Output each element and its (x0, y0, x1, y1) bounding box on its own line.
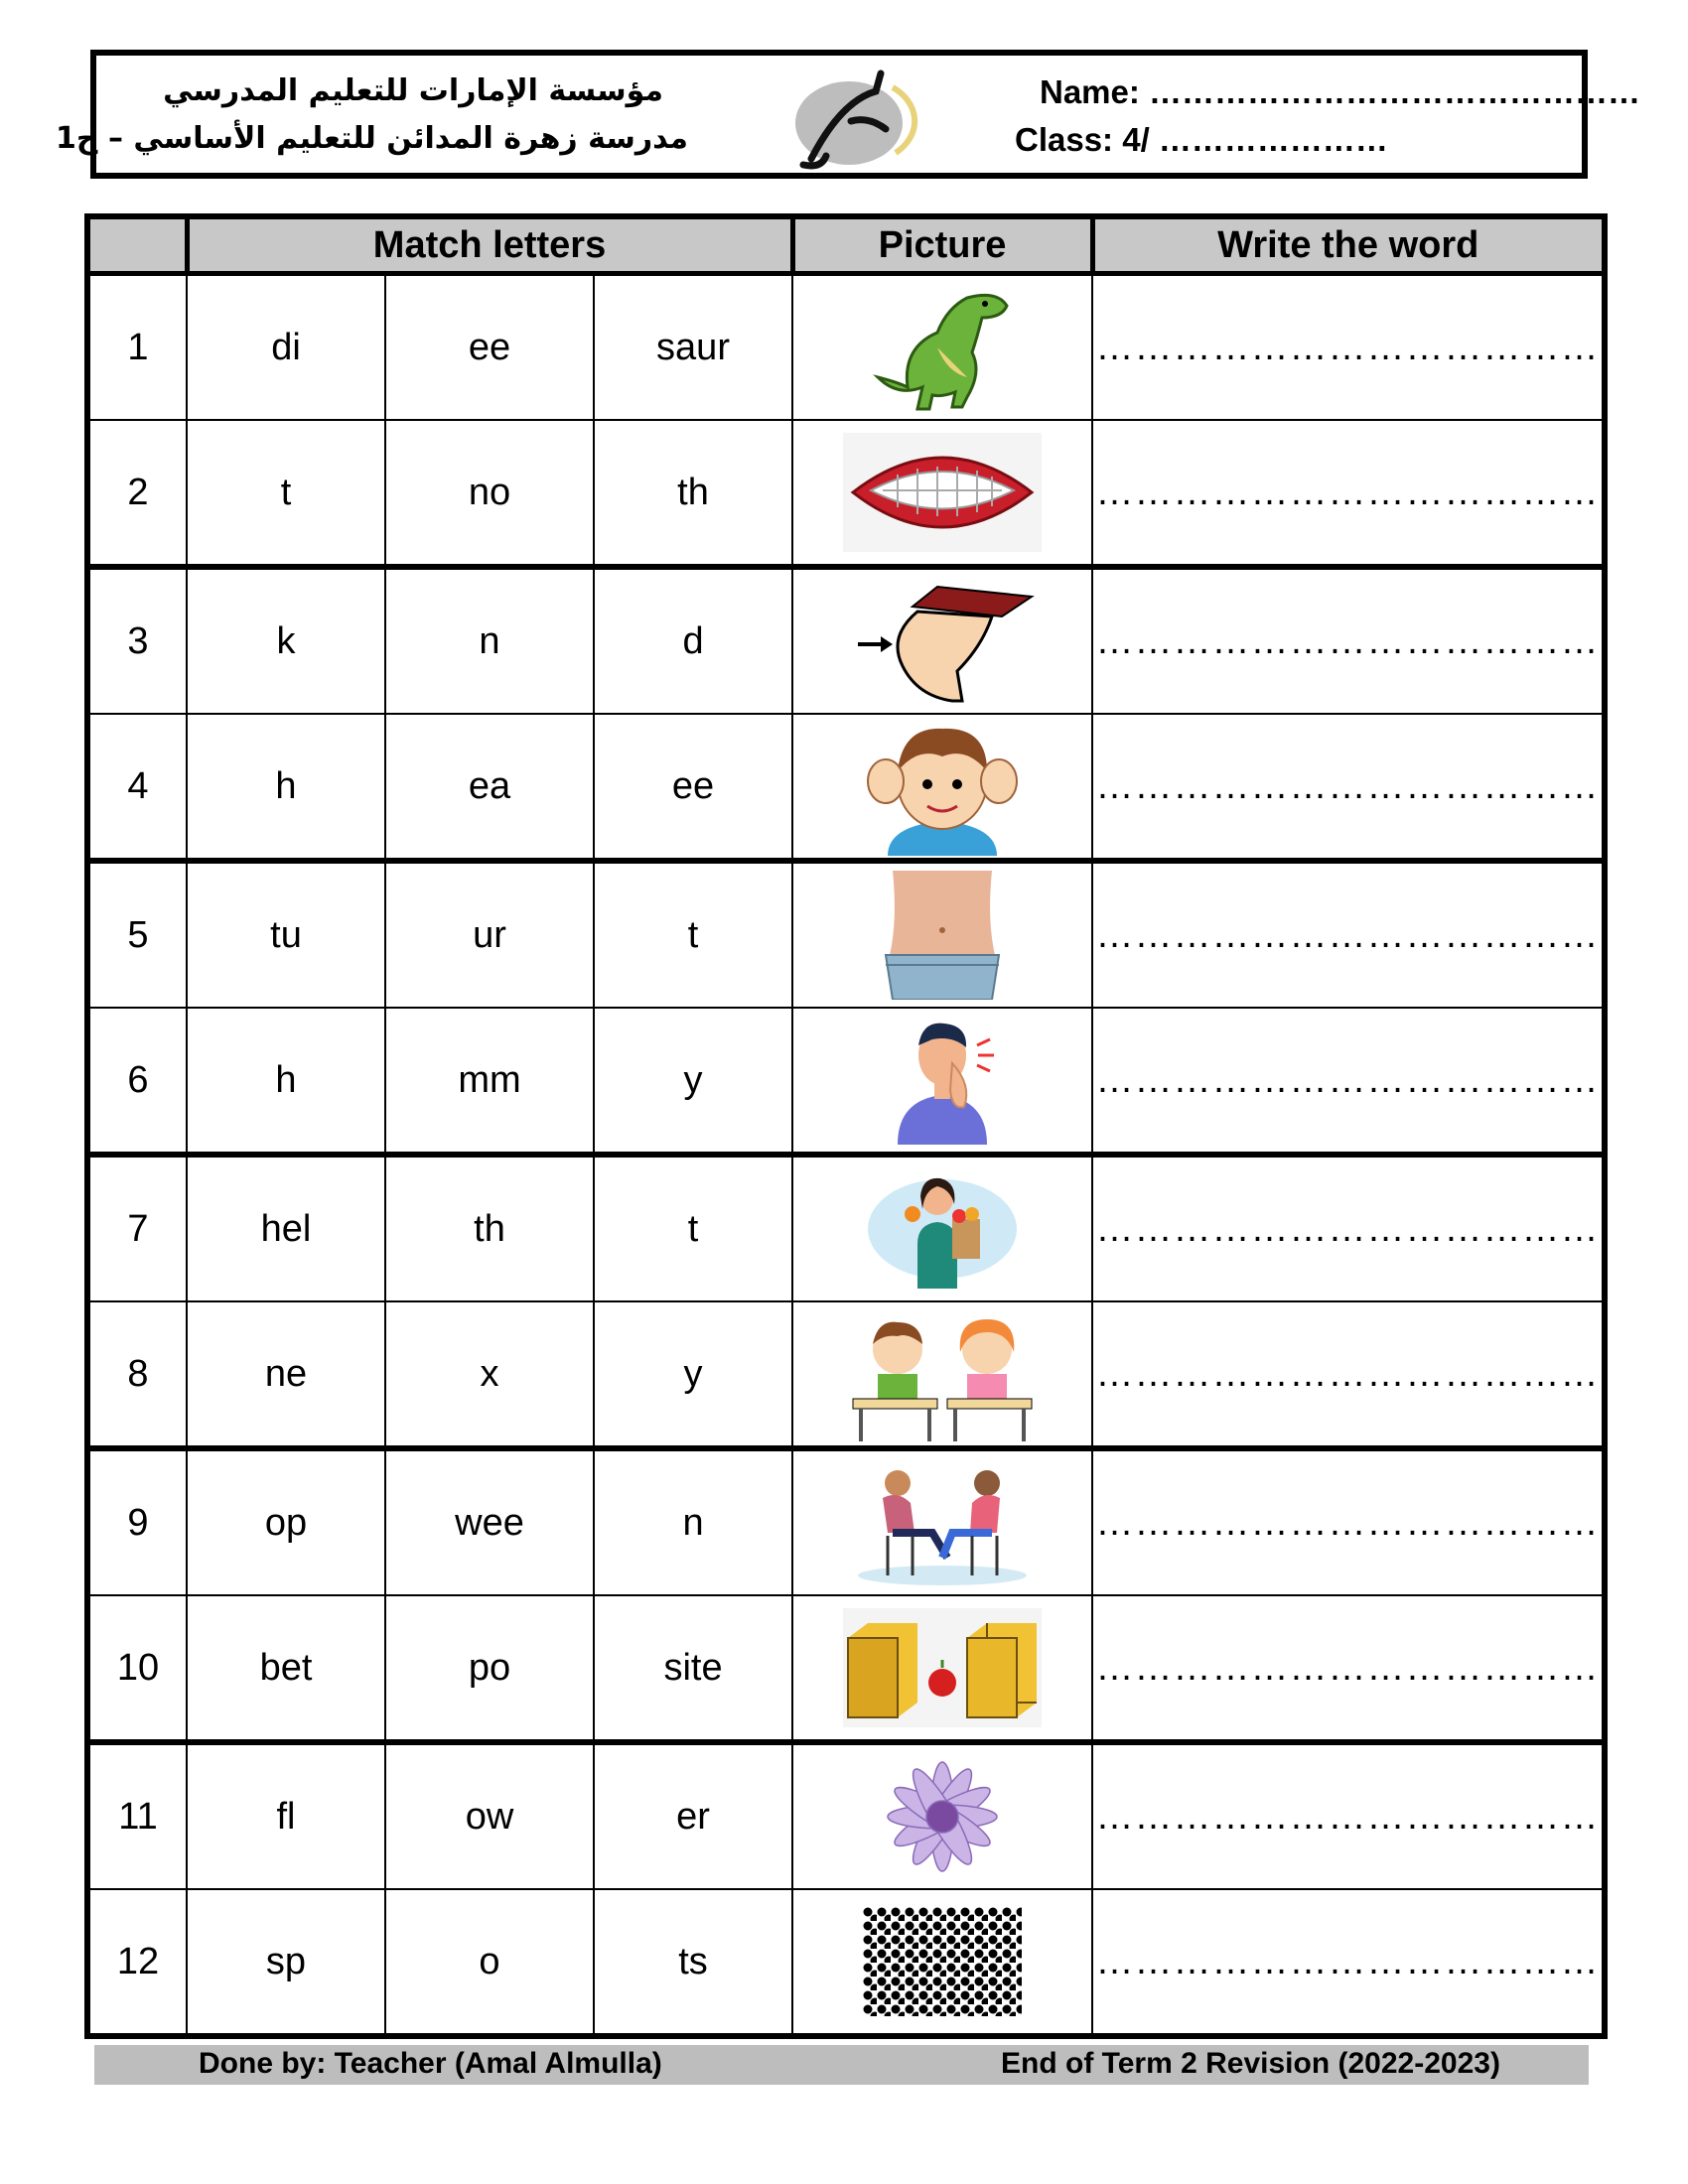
row-number: 6 (87, 1008, 187, 1155)
table-row (87, 1595, 1605, 1742)
picture-header: Picture (792, 216, 1092, 274)
answer-line[interactable]: ………………………………… (1092, 1301, 1605, 1448)
picture-cell (792, 274, 1092, 421)
answer-line[interactable]: ………………………………… (1092, 567, 1605, 714)
term-label: End of Term 2 Revision (2022-2023) (1001, 2047, 1500, 2080)
letter-chunk[interactable]: t (594, 861, 792, 1008)
answer-line[interactable]: ………………………………… (1092, 1889, 1605, 2036)
table-row (87, 1155, 1605, 1301)
letter-chunk[interactable]: t (187, 420, 385, 567)
letter-chunk[interactable]: fl (187, 1742, 385, 1889)
picture-cell (792, 714, 1092, 861)
letter-chunk[interactable]: n (594, 1448, 792, 1595)
healthy-icon (793, 1164, 1091, 1294)
dinosaur-icon (793, 278, 1091, 417)
answer-line[interactable]: ………………………………… (1092, 1008, 1605, 1155)
letter-chunk[interactable]: po (385, 1595, 594, 1742)
tummy-icon (793, 871, 1091, 1000)
answer-line[interactable]: ………………………………… (1092, 420, 1605, 567)
table-row (87, 274, 1605, 421)
picture-cell (792, 861, 1092, 1008)
institution-name: مؤسسة الإمارات للتعليم المدرسي (163, 73, 663, 108)
name-field[interactable]: Name: ……………………………………… (1040, 73, 1641, 110)
letter-chunk[interactable]: h (187, 1008, 385, 1155)
letter-chunk[interactable]: ee (385, 274, 594, 421)
letter-chunk[interactable]: h (187, 714, 385, 861)
letter-chunk[interactable]: hel (187, 1155, 385, 1301)
head-icon (793, 717, 1091, 856)
picture-cell (792, 567, 1092, 714)
letter-chunk[interactable]: t (594, 1155, 792, 1301)
letter-chunk[interactable]: o (385, 1889, 594, 2036)
letter-chunk[interactable]: ts (594, 1889, 792, 2036)
letter-chunk[interactable]: ur (385, 861, 594, 1008)
table-row (87, 861, 1605, 1008)
answer-line[interactable]: ………………………………… (1092, 1742, 1605, 1889)
next-to-icon (793, 1304, 1091, 1443)
table-row (87, 1889, 1605, 2036)
letter-chunk[interactable]: no (385, 420, 594, 567)
letter-chunk[interactable]: tu (187, 861, 385, 1008)
school-name: مدرسة زهرة المدائن للتعليم الأساسي – ح1 (56, 121, 688, 156)
answer-line[interactable]: ………………………………… (1092, 714, 1605, 861)
picture-cell (792, 1301, 1092, 1448)
flower-icon (793, 1747, 1091, 1886)
letter-chunk[interactable]: x (385, 1301, 594, 1448)
letter-chunk[interactable]: er (594, 1742, 792, 1889)
answer-line[interactable]: ………………………………… (1092, 1448, 1605, 1595)
picture-cell (792, 1155, 1092, 1301)
table-row (87, 1008, 1605, 1155)
hurt-icon (793, 1016, 1091, 1145)
row-number: 7 (87, 1155, 187, 1301)
picture-cell (792, 1742, 1092, 1889)
picture-cell (792, 1889, 1092, 2036)
letter-chunk[interactable]: op (187, 1448, 385, 1595)
table-row (87, 714, 1605, 861)
table-row (87, 1301, 1605, 1448)
letter-chunk[interactable]: ee (594, 714, 792, 861)
row-number: 2 (87, 420, 187, 567)
teeth-icon (793, 433, 1091, 552)
picture-cell (792, 1008, 1092, 1155)
letter-chunk[interactable]: wee (385, 1448, 594, 1595)
author-credit: Done by: Teacher (Amal Almulla) (199, 2047, 662, 2080)
match-letters-table (84, 213, 1608, 2039)
letter-chunk[interactable]: th (594, 420, 792, 567)
letter-chunk[interactable]: sp (187, 1889, 385, 2036)
letter-chunk[interactable]: y (594, 1008, 792, 1155)
row-number: 9 (87, 1448, 187, 1595)
letter-chunk[interactable]: mm (385, 1008, 594, 1155)
worksheet-header (56, 50, 1641, 179)
picture-cell (792, 1595, 1092, 1742)
letter-chunk[interactable]: th (385, 1155, 594, 1301)
class-field[interactable]: Class: 4/ ………………… (1015, 121, 1388, 158)
letter-chunk[interactable]: y (594, 1301, 792, 1448)
letter-chunk[interactable]: site (594, 1595, 792, 1742)
footer-bar (94, 2045, 1589, 2085)
row-number: 10 (87, 1595, 187, 1742)
match-letters-header: Match letters (187, 216, 792, 274)
row-number: 11 (87, 1742, 187, 1889)
row-number: 1 (87, 274, 187, 421)
letter-chunk[interactable]: bet (187, 1595, 385, 1742)
letter-chunk[interactable]: ea (385, 714, 594, 861)
row-number: 3 (87, 567, 187, 714)
table-header-row (87, 216, 1605, 274)
letter-chunk[interactable]: di (187, 274, 385, 421)
row-number: 4 (87, 714, 187, 861)
between-icon (793, 1608, 1091, 1727)
table-row (87, 420, 1605, 567)
row-number: 12 (87, 1889, 187, 2036)
spots-icon (793, 1907, 1091, 2016)
table-row (87, 567, 1605, 714)
letter-chunk[interactable]: ow (385, 1742, 594, 1889)
table-row (87, 1448, 1605, 1595)
knee-icon (793, 577, 1091, 706)
picture-cell (792, 1448, 1092, 1595)
row-number: 8 (87, 1301, 187, 1448)
write-word-header: Write the word (1092, 216, 1605, 274)
picture-cell (792, 420, 1092, 567)
letter-chunk[interactable]: n (385, 567, 594, 714)
number-column-header (87, 216, 187, 274)
answer-line[interactable]: ………………………………… (1092, 861, 1605, 1008)
row-number: 5 (87, 861, 187, 1008)
letter-chunk[interactable]: d (594, 567, 792, 714)
table-row (87, 1742, 1605, 1889)
letter-chunk[interactable]: k (187, 567, 385, 714)
letter-chunk[interactable]: saur (594, 274, 792, 421)
answer-line[interactable]: ………………………………… (1092, 1155, 1605, 1301)
opposite-icon (793, 1458, 1091, 1587)
letter-chunk[interactable]: ne (187, 1301, 385, 1448)
answer-line[interactable]: ………………………………… (1092, 274, 1605, 421)
answer-line[interactable]: ………………………………… (1092, 1595, 1605, 1742)
school-logo (781, 62, 940, 173)
